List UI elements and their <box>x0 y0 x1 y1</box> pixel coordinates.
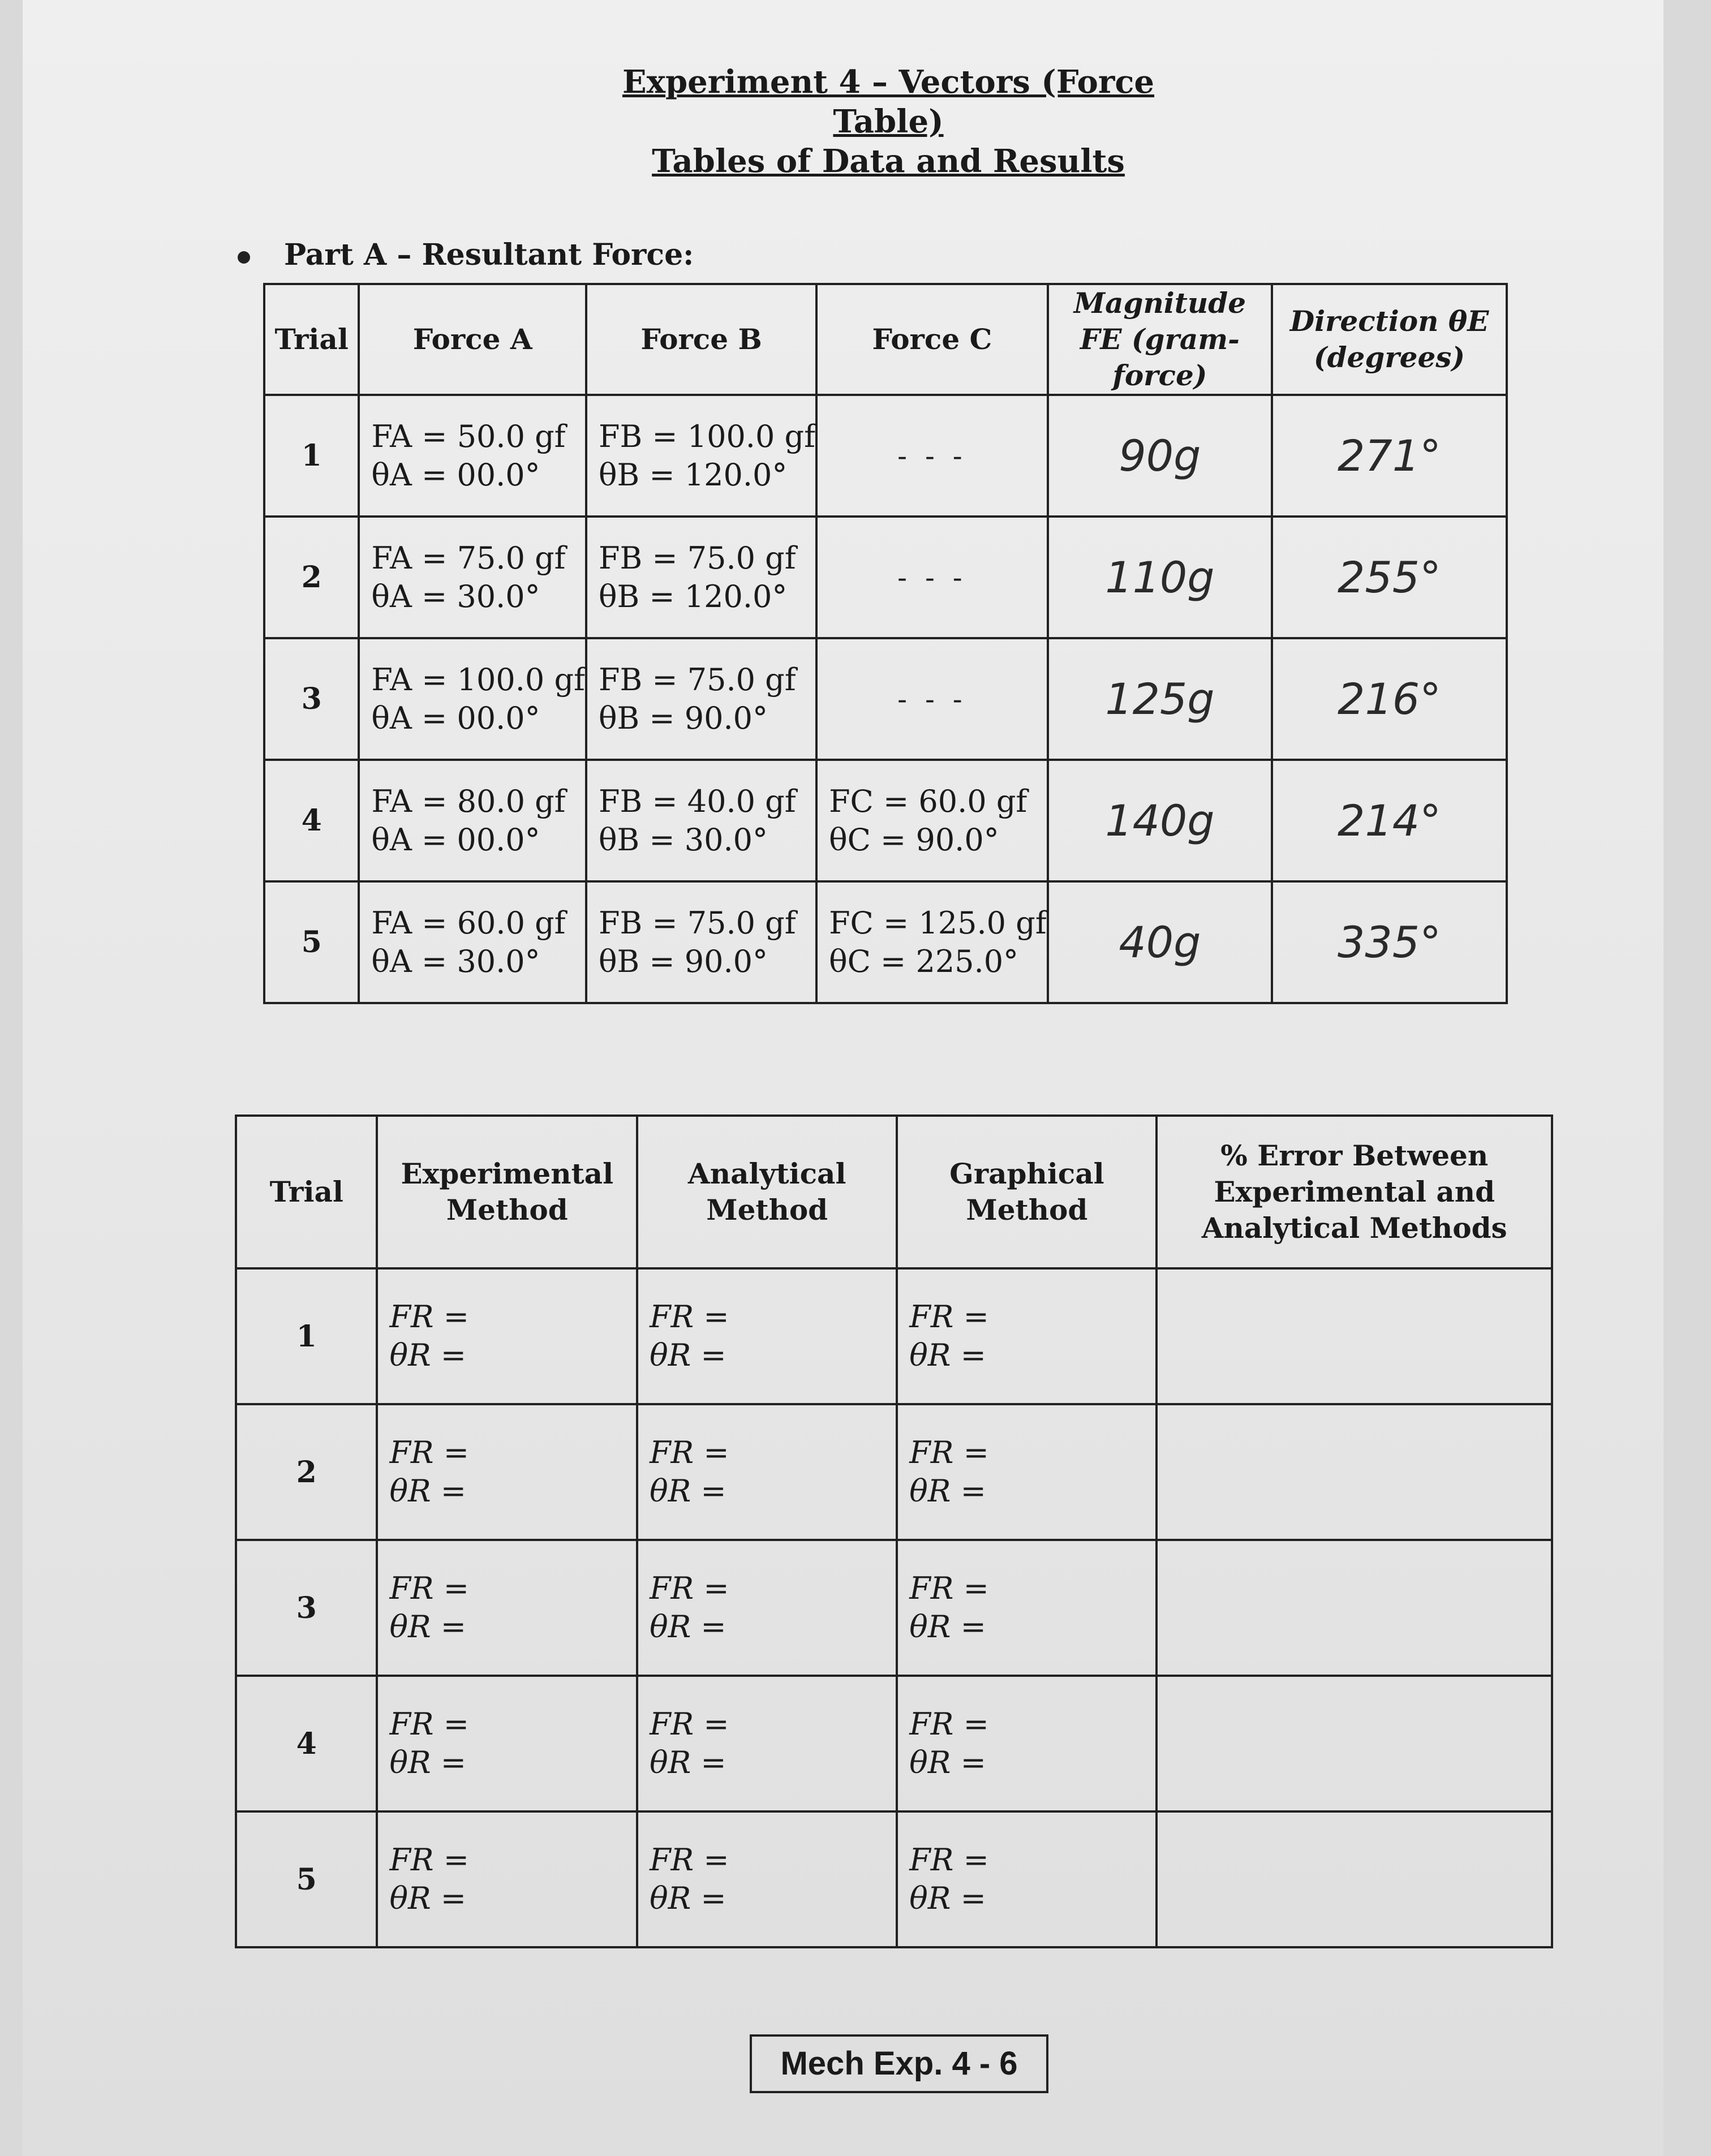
graphical-cell[interactable] <box>897 1811 1157 1947</box>
experimental-cell[interactable] <box>377 1540 637 1676</box>
header-direction: Direction θE (degrees) <box>1272 284 1507 395</box>
trial-number: 3 <box>236 1540 377 1676</box>
force-b-angle: θB = 30.0° <box>599 821 768 858</box>
magnitude-entry[interactable]: 90g <box>1048 395 1272 517</box>
table-row <box>236 1540 1552 1676</box>
theta-label: θR = <box>389 1880 467 1916</box>
trial-number: 2 <box>236 1404 377 1540</box>
percent-error-cell[interactable] <box>1157 1268 1552 1404</box>
force-b-angle: θB = 120.0° <box>599 457 788 493</box>
theta-label: θR = <box>650 1609 726 1645</box>
fr-label: FR = <box>389 1842 470 1878</box>
trial-number: 5 <box>264 881 359 1003</box>
percent-error-cell[interactable] <box>1157 1404 1552 1540</box>
direction-entry[interactable]: 335° <box>1272 881 1507 1003</box>
theta-label: θR = <box>650 1745 726 1780</box>
magnitude-entry[interactable]: 110g <box>1048 517 1272 638</box>
trial-number: 1 <box>236 1268 377 1404</box>
header-experimental: Experimental Method <box>377 1116 637 1268</box>
fr-label: FR = <box>909 1570 989 1606</box>
force-c-cell <box>816 881 1048 1003</box>
experimental-cell[interactable] <box>377 1404 637 1540</box>
experimental-cell[interactable] <box>377 1268 637 1404</box>
magnitude-entry[interactable]: 140g <box>1048 760 1272 881</box>
force-b-angle: θB = 90.0° <box>599 943 768 979</box>
graphical-cell[interactable] <box>897 1676 1157 1811</box>
theta-label: θR = <box>909 1880 986 1916</box>
theta-label: θR = <box>650 1880 726 1916</box>
force-a-angle: θA = 30.0° <box>371 943 540 979</box>
trial-number: 2 <box>264 517 359 638</box>
theta-label: θR = <box>909 1609 986 1645</box>
header-force-b: Force B <box>586 284 816 395</box>
fr-label: FR = <box>389 1299 470 1335</box>
percent-error-cell[interactable] <box>1157 1676 1552 1811</box>
results-table <box>235 1114 1553 1948</box>
force-c-angle: θC = 225.0° <box>829 943 1019 979</box>
direction-entry[interactable]: 271° <box>1272 395 1507 517</box>
force-a-angle: θA = 00.0° <box>371 700 540 736</box>
theta-label: θR = <box>650 1473 726 1509</box>
fr-label: FR = <box>909 1706 989 1742</box>
theta-label: θR = <box>650 1337 726 1373</box>
theta-label: θR = <box>909 1473 986 1509</box>
table-row <box>264 760 1507 881</box>
page-footer: Mech Exp. 4 - 6 <box>750 2034 1048 2093</box>
magnitude-entry[interactable]: 40g <box>1048 881 1272 1003</box>
force-b-magnitude: FB = 40.0 gf <box>599 783 796 819</box>
fr-label: FR = <box>650 1570 729 1606</box>
header-analytical: Analytical Method <box>637 1116 897 1268</box>
force-b-angle: θB = 90.0° <box>599 700 768 736</box>
force-c-magnitude: FC = 60.0 gf <box>829 783 1028 819</box>
fr-label: FR = <box>909 1435 989 1470</box>
paper-sheet <box>23 0 1663 2156</box>
analytical-cell[interactable] <box>637 1811 897 1947</box>
force-a-cell <box>359 395 586 517</box>
direction-entry[interactable]: 255° <box>1272 517 1507 638</box>
force-b-cell <box>586 517 816 638</box>
part-a-label: Part A – Resultant Force: <box>284 238 694 272</box>
magnitude-entry[interactable]: 125g <box>1048 638 1272 760</box>
force-b-magnitude: FB = 75.0 gf <box>599 905 796 941</box>
force-b-cell <box>586 395 816 517</box>
force-c-cell <box>816 760 1048 881</box>
trial-number: 1 <box>264 395 359 517</box>
fr-label: FR = <box>650 1299 729 1335</box>
table-row <box>264 881 1507 1003</box>
force-a-magnitude: FA = 80.0 gf <box>371 783 566 819</box>
table-row <box>236 1676 1552 1811</box>
force-c-cell <box>816 638 1048 760</box>
fr-label: FR = <box>389 1706 470 1742</box>
trial-number: 3 <box>264 638 359 760</box>
fr-label: FR = <box>389 1435 470 1470</box>
force-c-angle: θC = 90.0° <box>829 821 999 858</box>
trial-number: 4 <box>236 1676 377 1811</box>
force-a-cell <box>359 517 586 638</box>
percent-error-cell[interactable] <box>1157 1811 1552 1947</box>
analytical-cell[interactable] <box>637 1676 897 1811</box>
analytical-cell[interactable] <box>637 1268 897 1404</box>
trial-number: 5 <box>236 1811 377 1947</box>
table-row <box>236 1404 1552 1540</box>
header-force-a: Force A <box>359 284 586 395</box>
force-b-magnitude: FB = 75.0 gf <box>599 540 796 576</box>
force-b-magnitude: FB = 75.0 gf <box>599 661 796 698</box>
fr-label: FR = <box>909 1842 989 1878</box>
fr-label: FR = <box>650 1435 729 1470</box>
force-b-angle: θB = 120.0° <box>599 578 788 614</box>
table-header-row <box>264 284 1507 395</box>
fr-label: FR = <box>909 1299 989 1335</box>
force-b-magnitude: FB = 100.0 gf <box>599 418 816 454</box>
force-c-empty: - - - <box>897 439 967 472</box>
table-row <box>264 395 1507 517</box>
force-a-angle: θA = 30.0° <box>371 578 540 614</box>
force-c-cell <box>816 517 1048 638</box>
theta-label: θR = <box>389 1609 467 1645</box>
header-trial: Trial <box>236 1116 377 1268</box>
graphical-cell[interactable] <box>897 1404 1157 1540</box>
header-force-c: Force C <box>816 284 1048 395</box>
theta-label: θR = <box>389 1745 467 1780</box>
theta-label: θR = <box>909 1745 986 1780</box>
page-title <box>617 62 1160 181</box>
force-a-cell <box>359 881 586 1003</box>
force-a-magnitude: FA = 100.0 gf <box>371 661 586 698</box>
header-graphical: Graphical Method <box>897 1116 1157 1268</box>
percent-error-cell[interactable] <box>1157 1540 1552 1676</box>
force-c-empty: - - - <box>897 682 967 716</box>
force-a-magnitude: FA = 60.0 gf <box>371 905 566 941</box>
force-b-cell <box>586 881 816 1003</box>
resultant-force-table <box>263 283 1508 1004</box>
fr-label: FR = <box>650 1842 729 1878</box>
header-trial: Trial <box>264 284 359 395</box>
force-a-cell <box>359 638 586 760</box>
force-a-magnitude: FA = 50.0 gf <box>371 418 566 454</box>
table-row <box>264 638 1507 760</box>
force-a-cell <box>359 760 586 881</box>
force-b-cell <box>586 760 816 881</box>
fr-label: FR = <box>389 1570 470 1606</box>
table-row <box>236 1811 1552 1947</box>
table-header-row <box>236 1116 1552 1268</box>
experimental-cell[interactable] <box>377 1676 637 1811</box>
tables-subtitle: Tables of Data and Results <box>652 143 1125 180</box>
table-row <box>264 517 1507 638</box>
force-c-empty: - - - <box>897 561 967 594</box>
experimental-cell[interactable] <box>377 1811 637 1947</box>
force-a-angle: θA = 00.0° <box>371 457 540 493</box>
force-a-angle: θA = 00.0° <box>371 821 540 858</box>
graphical-cell[interactable] <box>897 1268 1157 1404</box>
table-row <box>236 1268 1552 1404</box>
force-b-cell <box>586 638 816 760</box>
trial-number: 4 <box>264 760 359 881</box>
force-a-magnitude: FA = 75.0 gf <box>371 540 566 576</box>
theta-label: θR = <box>389 1337 467 1373</box>
fr-label: FR = <box>650 1706 729 1742</box>
header-percent-error: % Error Between Experimental and Analytical Methods <box>1157 1116 1552 1268</box>
graphical-cell[interactable] <box>897 1540 1157 1676</box>
theta-label: θR = <box>389 1473 467 1509</box>
analytical-cell[interactable] <box>637 1404 897 1540</box>
direction-entry[interactable]: 214° <box>1272 760 1507 881</box>
force-c-cell <box>816 395 1048 517</box>
force-c-magnitude: FC = 125.0 gf <box>829 905 1047 941</box>
experiment-title: Experiment 4 – Vectors (Force Table) <box>622 63 1155 140</box>
header-magnitude: Magnitude FE (gram-force) <box>1048 284 1272 395</box>
direction-entry[interactable]: 216° <box>1272 638 1507 760</box>
theta-label: θR = <box>909 1337 986 1373</box>
part-a-heading <box>238 238 694 272</box>
bullet-icon <box>238 251 250 264</box>
analytical-cell[interactable] <box>637 1540 897 1676</box>
